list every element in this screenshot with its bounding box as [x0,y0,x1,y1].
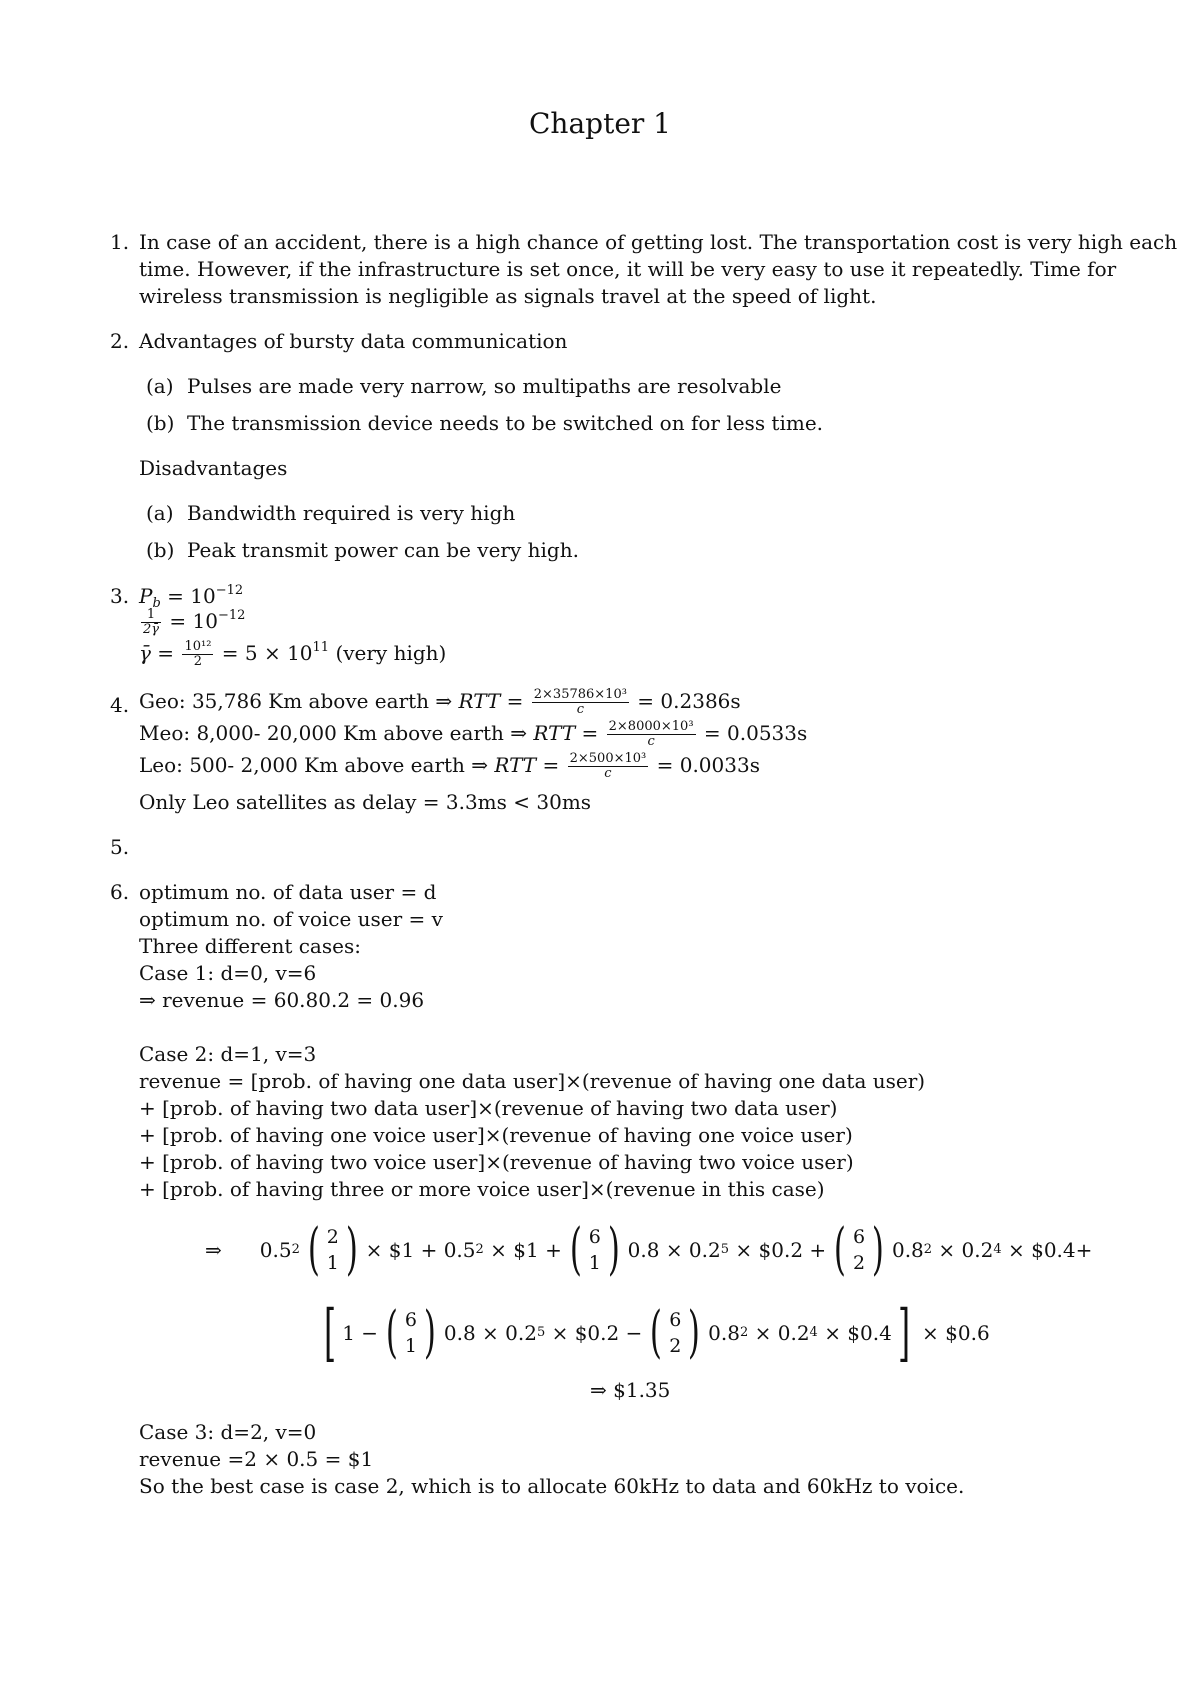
revenue-result: ⇒ $1.35 [590,1378,671,1402]
binomial: ( 2 1 ) [307,1217,358,1282]
case3-line: So the best case is case 2, which is to allocate 60kHz to data and 60kHz to voice. [139,1474,965,1498]
case2-line: revenue = [prob. of having one data user]×(revenue of having one data user) [139,1069,926,1093]
case3-line: revenue =2 × 0.5 = $1 [139,1447,374,1471]
list-item: Bandwidth required is very high [187,501,516,525]
q1-line: wireless transmission is negligible as signals travel at the speed of light. [139,284,877,308]
q1-line: In case of an accident, there is a high chance of getting lost. The transportation cost is very high each [139,230,1178,254]
list-item: Pulses are made very narrow, so multipaths are resolvable [187,374,782,398]
meo-line: Meo: 8,000- 20,000 Km above earth ⇒ RTT = $\frac{\text{2×8000×10³}}{c}$ = 0.0533s [139,719,808,749]
list-item-label: (b) [146,411,175,435]
list-item: Peak transmit power can be very high. [187,538,579,562]
binomial: ( 6 2 ) [650,1300,701,1365]
q6-line: optimum no. of data user = d [139,880,437,904]
revenue-equation-2: [ 1 − ( 6 1 ) 0.8 × 0.2 5 × $0.2 − ( 6 2 ) 0.8 2 × 0.2 4 × $0.4 ] × $0.6 [324,1296,990,1369]
binomial: ( 6 1 ) [385,1300,436,1365]
binomial: ( 6 2 ) [834,1217,885,1282]
list-item-label: (b) [146,538,175,562]
q4-conclusion: Only Leo satellites as delay = 3.3ms < 30ms [139,790,592,814]
q6-line: optimum no. of voice user = v [139,907,443,931]
item-number: 6. [110,880,130,904]
item-number: 4. [110,693,130,717]
case2-line: + [prob. of having two data user]×(revenue of having two data user) [139,1096,838,1120]
q6-line: ⇒ revenue = 60.80.2 = 0.96 [139,988,425,1012]
advantages-heading: Advantages of bursty data communication [139,329,568,353]
list-item-label: (a) [146,374,174,398]
q6-line: Case 1: d=0, v=6 [139,961,317,985]
revenue-equation-1: ⇒ 0.5 2 ( 2 1 ) × $1 + 0.5 2 × $1 + ( 6 1 ) 0.8 × 0.2 5 × $0.2 + ( 6 2 ) 0.8 2 × 0.2 4 × $0.4+ [205,1217,1093,1282]
geo-line: Geo: 35,786 Km above earth ⇒ RTT = $\frac{\text{2×35786×10³}}{c}$ = 0.2386s [139,687,741,717]
disadvantages-heading: Disadvantages [139,456,288,480]
equation-gamma-result: γ̄ = $\frac{\text{10¹²}}{2}$ = $5 \times 10^{11}$ (very high) [139,639,447,669]
item-number: 5. [110,835,130,859]
case2-line: + [prob. of having one voice user]×(revenue of having one voice user) [139,1123,853,1147]
list-item: The transmission device needs to be switched on for less time. [187,411,824,435]
leo-line: Leo: 500- 2,000 Km above earth ⇒ RTT = $\frac{\text{2×500×10³}}{c}$ = 0.0033s [139,751,760,781]
equation-pb: $P_b = 10^{-12}$ [139,583,244,611]
q1-line: time. However, if the infrastructure is set once, it will be very easy to use it repeatedly. Time for [139,257,1117,281]
list-item-label: (a) [146,501,174,525]
binomial: ( 6 1 ) [569,1217,620,1282]
case2-line: + [prob. of having three or more voice user]×(revenue in this case) [139,1177,825,1201]
case2-line: Case 2: d=1, v=3 [139,1042,317,1066]
page-title: Chapter 1 [529,107,671,140]
equation-gamma: $\frac{1}{2\gammā}$ = $10^{-12}$ [143,607,246,637]
case2-line: + [prob. of having two voice user]×(revenue of having two voice user) [139,1150,854,1174]
item-number: 3. [110,584,130,608]
q6-line: Three different cases: [139,934,361,958]
item-number: 2. [110,329,130,353]
item-number: 1. [110,230,130,254]
case3-line: Case 3: d=2, v=0 [139,1420,317,1444]
